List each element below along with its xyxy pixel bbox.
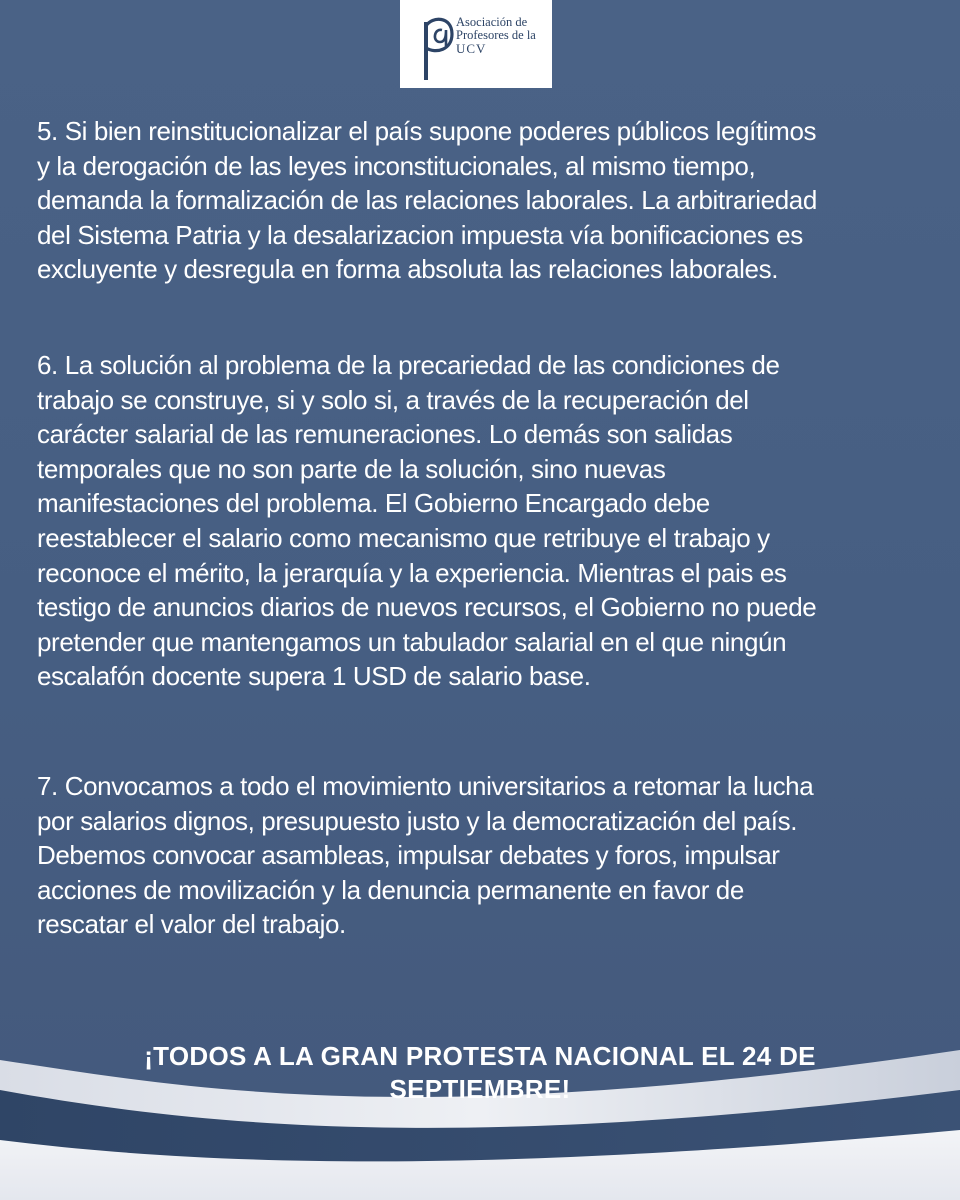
text-line: 5. Si bien reinstitucionalizar el país supone poderes públicos legítimos	[37, 116, 817, 146]
paragraph-5	[37, 114, 817, 287]
text-line: del Sistema Patria y la desalarizacion impuesta vía bonificaciones es	[37, 219, 803, 250]
text-line: demanda la formalización de las relaciones laborales. La arbitrariedad	[37, 185, 817, 216]
text-line: acciones de movilización y la denuncia permanente en favor de	[37, 874, 744, 905]
logo-box	[400, 0, 552, 88]
paragraph-7	[37, 769, 813, 942]
paragraph-6	[37, 348, 816, 694]
text-line: Debemos convocar asambleas, impulsar debates y foros, impulsar	[37, 840, 780, 871]
text-line: 6. La solución al problema de la precariedad de las condiciones de	[37, 350, 780, 380]
text-line: por salarios dignos, presupuesto justo y la democratización del país.	[37, 805, 798, 836]
logo-text	[456, 16, 548, 55]
text-line: escalafón docente supera 1 USD de salario base.	[37, 661, 591, 692]
text-line: pretender que mantengamos un tabulador salarial en el que ningún	[37, 626, 787, 657]
text-line: manifestaciones del problema. El Gobierno Encargado debe	[37, 488, 710, 519]
text-line: reestablecer el salario como mecanismo que retribuye el trabajo y	[37, 522, 770, 553]
text-line: y la derogación de las leyes inconstitucionales, al mismo tiempo,	[37, 150, 756, 181]
text-line: testigo de anuncios diarios de nuevos recursos, el Gobierno no puede	[37, 592, 817, 623]
text-line: temporales que no son parte de la solución, sino nuevas	[37, 453, 666, 484]
cta-line-1: ¡TODOS A LA GRAN PROTESTA NACIONAL EL 24 DE	[144, 1041, 816, 1071]
text-line: excluyente y desregula en forma absoluta las relaciones laborales.	[37, 254, 779, 285]
logo-text-line-1: Asociación de	[456, 15, 528, 29]
text-line: rescatar el valor del trabajo.	[37, 909, 346, 940]
text-line: reconoce el mérito, la jerarquía y la experiencia. Mientras el pais es	[37, 557, 787, 588]
cta-line-2: SEPTIEMBRE!	[389, 1074, 571, 1104]
protest-call-to-action	[0, 1040, 960, 1106]
text-line: carácter salarial de las remuneraciones. Lo demás son salidas	[37, 419, 733, 450]
text-line: trabajo se construye, si y solo si, a través de la recuperación del	[37, 384, 749, 415]
apucv-logo-icon	[418, 8, 458, 82]
logo-text-line-3: UCV	[456, 41, 487, 56]
text-line: 7. Convocamos a todo el movimiento universitarios a retomar la lucha	[37, 771, 814, 801]
logo-text-line-2: Profesores de la	[456, 28, 536, 42]
